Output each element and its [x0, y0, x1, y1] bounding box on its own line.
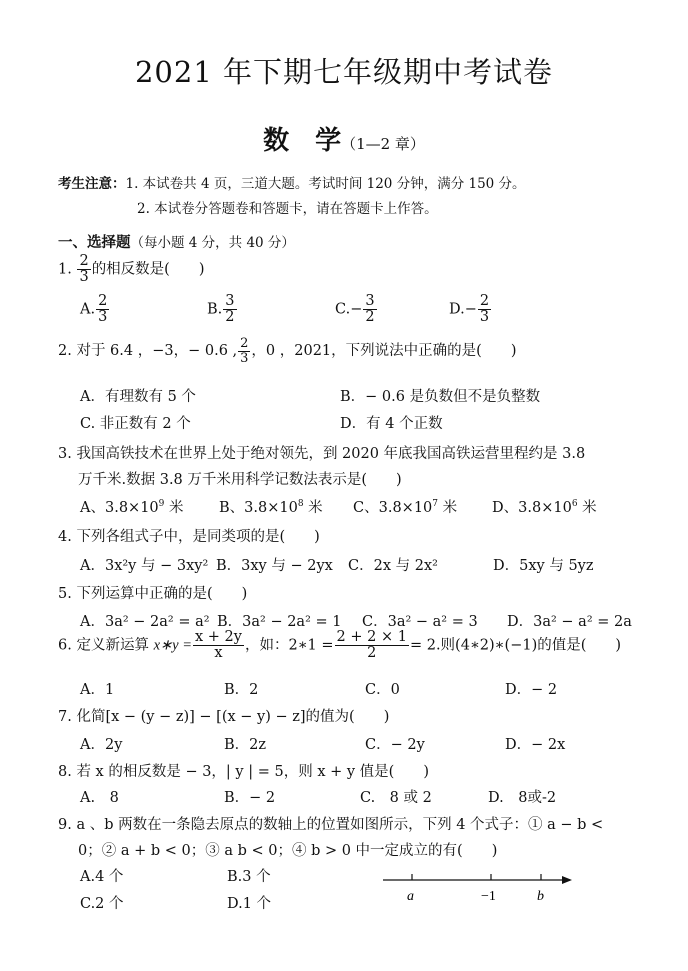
q2-fraction [238, 337, 250, 365]
option-exponent: 9 [158, 499, 165, 510]
frac-den: 3 [79, 269, 89, 286]
frac-num: x + 2y [195, 629, 242, 645]
option-label: D. [449, 301, 465, 318]
option-exponent: 8 [297, 499, 304, 510]
tick-label-minus-one: −1 [481, 889, 496, 904]
q1-number: 1. [58, 261, 72, 278]
q9-option-c: C.2 个 [80, 896, 124, 912]
frac-den: 3 [479, 309, 490, 326]
option-fraction [223, 294, 236, 325]
q1-option-b [207, 294, 238, 325]
option-sign: − [464, 301, 477, 318]
frac-num: 2 + 2 × 1 [336, 629, 407, 645]
frac-den: 2 [367, 645, 377, 662]
frac-num: 2 [98, 293, 108, 309]
notice-label: 考生注意： [58, 176, 126, 192]
frac-den: 2 [365, 309, 375, 326]
q2-option-a: A．有理数有 5 个 [80, 389, 196, 405]
q6-option-d: D．− 2 [505, 682, 558, 698]
q1-text: 的相反数是( ) [91, 261, 205, 278]
q6-definition-lhs: x∗y = [153, 637, 192, 654]
frac-den: x [214, 645, 223, 662]
q5-stem: 5. 下列运算中正确的是( ) [58, 586, 248, 602]
number-line-arrow [562, 876, 572, 884]
frac-den: 2 [225, 309, 235, 326]
option-base: 3.8×10 [104, 500, 159, 516]
q3-option-a [80, 496, 184, 517]
q6-stem [58, 630, 621, 661]
frac-num: 2 [479, 293, 490, 309]
q3-line1: 3. 我国高铁技术在世界上处于绝对领先，到 2020 年底我国高铁运营里程约是 3.8 [58, 446, 586, 462]
q7-option-d: D．− 2x [505, 737, 566, 753]
q6-stem-b: ，如：2∗1 = [244, 637, 334, 654]
q8-option-d: D. 8或-2 [488, 790, 557, 806]
q3-line2: 万千米.数据 3.8 万千米用科学记数法表示是( ) [78, 472, 402, 488]
q7-option-a: A．2y [80, 737, 123, 753]
q7-stem: 7. 化简[x − (y − z)] − [(x − y) − z]的值为( ) [58, 709, 390, 725]
option-label: B. [207, 301, 223, 318]
tick-label-a: a [407, 889, 414, 904]
frac-num: 3 [225, 293, 235, 309]
q6-stem-a: 6. 定义新运算 [58, 637, 149, 654]
notice-line1-row [58, 172, 526, 192]
frac-num: 2 [240, 336, 249, 351]
q6-definition-fraction [193, 630, 244, 661]
q9-line1: 9. a 、b 两数在一条隐去原点的数轴上的位置如图所示，下列 4 个式子：① a − b < [58, 817, 604, 833]
q6-option-a: A．1 [80, 682, 115, 698]
q2-stem-a: 2. 对于 6.4 ，−3，− 0.6 , [58, 343, 238, 360]
option-unit: 米 [577, 500, 597, 516]
option-sign: − [350, 301, 363, 318]
option-base: 3.8×10 [378, 500, 433, 516]
subject-chapters: （1—2 章） [341, 135, 425, 153]
q1-option-d [449, 294, 492, 325]
q5-option-c: C．3a² − a² = 3 [362, 614, 478, 630]
q9-line2: 0；② a + b < 0；③ a b < 0；④ b > 0 中一定成立的有( ) [78, 843, 498, 859]
q4-option-c: C．2x 与 2x² [348, 558, 438, 574]
q2-option-b: B．− 0.6 是负数但不是负整数 [340, 389, 541, 405]
notice-line1: 1. 本试卷共 4 页，三道大题。考试时间 120 分钟，满分 150 分。 [125, 176, 526, 192]
option-label: D、 [492, 500, 519, 516]
q6-stem-c: = 2.则(4∗2)∗(−1)的值是( ) [409, 637, 622, 654]
option-unit: 米 [303, 500, 323, 516]
option-label: A、 [80, 500, 105, 516]
q9-option-a: A.4 个 [80, 869, 124, 885]
frac-num: 2 [79, 253, 89, 269]
q3-option-d [492, 496, 597, 517]
frac-num: 3 [365, 293, 375, 309]
q2-stem [58, 337, 516, 365]
q1-option-c [335, 294, 378, 325]
q2-option-c: C. 非正数有 2 个 [80, 416, 191, 432]
option-unit: 米 [438, 500, 458, 516]
q9-option-b: B.3 个 [227, 869, 271, 885]
option-label: B、 [219, 500, 245, 516]
q5-option-a: A．3a² − 2a² = a² [80, 614, 210, 630]
option-label: C、 [353, 500, 379, 516]
q1-option-a [80, 294, 110, 325]
section1-heading [58, 231, 295, 252]
q1-fraction [77, 254, 90, 285]
section1-title: 一、选择题 [58, 234, 131, 251]
q2-stem-b: ，0 ，2021，下列说法中正确的是( ) [251, 343, 517, 360]
option-label: C. [335, 301, 351, 318]
tick-label-b: b [537, 889, 544, 904]
q7-option-b: B．2z [224, 737, 267, 753]
q8-option-c: C. 8 或 2 [360, 790, 432, 806]
option-base: 3.8×10 [244, 500, 298, 516]
q6-option-b: B．2 [224, 682, 259, 698]
q6-option-c: C．0 [365, 682, 400, 698]
q4-option-d: D．5xy 与 5yz [493, 558, 594, 574]
q4-option-b: B．3xy 与 − 2yx [216, 558, 333, 574]
subject-name: 数 学 [263, 126, 342, 156]
q8-stem: 8. 若 x 的相反数是 − 3，| y | = 5，则 x + y 值是( ) [58, 764, 429, 780]
option-label: A. [80, 301, 96, 318]
q9-number-line [380, 866, 580, 910]
option-exponent: 7 [432, 499, 439, 510]
q4-stem: 4. 下列各组式子中，是同类项的是( ) [58, 529, 320, 545]
subject-line [0, 120, 688, 157]
q3-option-b [219, 496, 323, 517]
option-base: 3.8×10 [518, 500, 572, 516]
frac-den: 3 [240, 350, 249, 366]
q3-option-c [353, 496, 457, 517]
frac-den: 3 [98, 309, 108, 326]
option-fraction [478, 294, 491, 325]
q8-option-a: A. 8 [80, 790, 119, 806]
option-unit: 米 [164, 500, 184, 516]
q8-option-b: B．− 2 [224, 790, 276, 806]
notice-line2: 2. 本试卷分答题卷和答题卡，请在答题卡上作答。 [137, 201, 438, 217]
q5-option-b: B．3a² − 2a² = 1 [217, 614, 342, 630]
option-fraction [96, 294, 109, 325]
q7-option-c: C．− 2y [365, 737, 425, 753]
q1-stem [58, 254, 205, 285]
section1-note: （每小题 4 分，共 40 分） [130, 235, 295, 251]
q2-option-d: D．有 4 个正数 [340, 416, 443, 432]
option-fraction [363, 294, 376, 325]
q9-option-d: D.1 个 [227, 896, 272, 912]
q5-option-d: D．3a² − a² = 2a [507, 614, 632, 630]
q4-option-a: A．3x²y 与 − 3xy² [80, 558, 209, 574]
option-exponent: 6 [571, 499, 578, 510]
q6-example-fraction [335, 630, 409, 661]
exam-title: 2021 年下期七年级期中考试卷 [134, 55, 554, 89]
